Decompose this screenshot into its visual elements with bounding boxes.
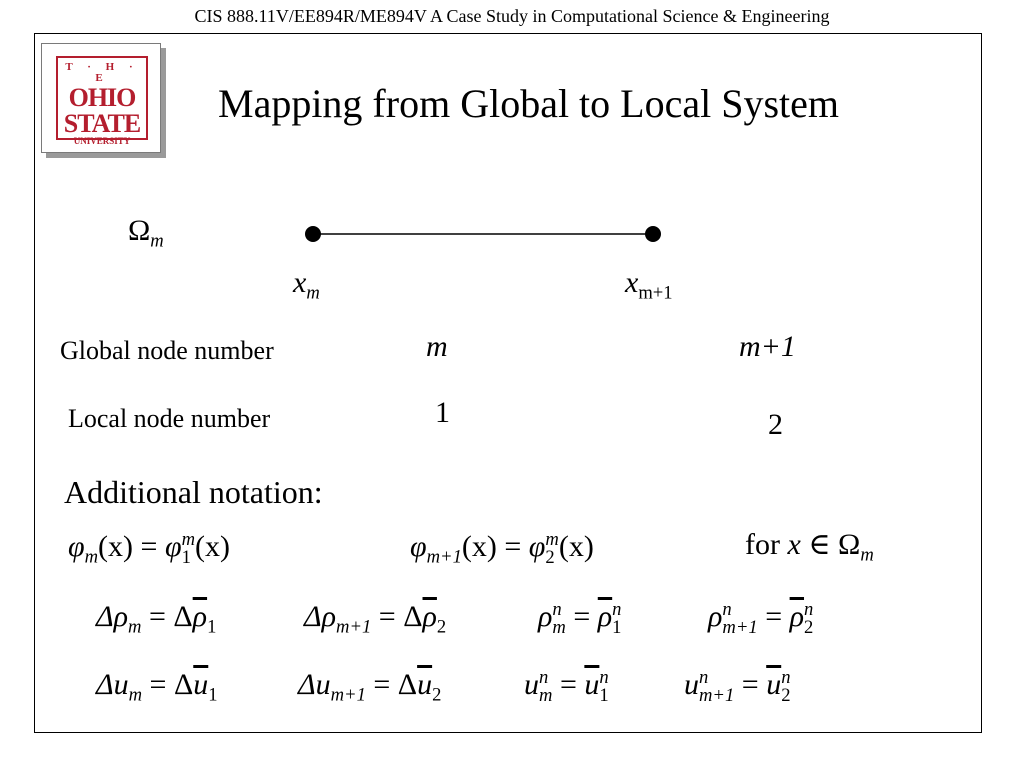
left-node-dot <box>305 226 321 242</box>
omega-subscript: m <box>150 230 164 252</box>
logo-line-ohio: OHIO <box>68 83 136 112</box>
right-node-var: x <box>625 266 639 299</box>
domain-clause: for x ∈ $\Omega_m$ <box>745 528 874 566</box>
right-node-label <box>625 266 673 305</box>
phi-m1-equation: $\varphi_{m+1}(x) = \varphi$ m 2 (x) <box>410 529 594 569</box>
rho-n-m1-equation: ρ n m+1 = $\overline{\rho}$ n 2 <box>708 599 814 639</box>
left-node-sub: m <box>306 282 320 304</box>
left-node-label <box>293 266 320 305</box>
osu-logo-seal <box>56 56 148 146</box>
logo-line-the: T · H · E <box>65 61 139 84</box>
left-node-var: x <box>293 266 307 299</box>
delta-rho-m1-equation: $\Delta\rho_{m+1} = \Delta\overline{\rho}_2$ <box>304 600 447 638</box>
element-symbol <box>128 214 164 253</box>
element-diagram <box>300 220 670 248</box>
delta-u-m-equation: $\Delta u_m = \Delta\overline{u}_1$ <box>96 668 218 706</box>
right-node-sub: m+1 <box>638 282 673 304</box>
local-node-right: 2 <box>768 408 783 441</box>
logo-line-university: UNIVERSITY <box>73 136 131 146</box>
delta-u-m1-equation: $\Delta u_{m+1} = \Delta\overline{u}_2$ <box>298 668 442 706</box>
logo-line-state: STATE <box>63 109 141 138</box>
right-node-dot <box>645 226 661 242</box>
omega-symbol: Ω <box>128 214 151 247</box>
global-node-label: Global node number <box>60 336 274 365</box>
u-n-m1-equation: u n m+1 = $\overline{u}$ n 2 <box>684 667 791 707</box>
local-node-label: Local node number <box>68 404 271 433</box>
u-n-m-equation: u n m = $\overline{u}$ n 1 <box>524 667 609 707</box>
slide-title: Mapping from Global to Local System <box>218 81 840 126</box>
delta-rho-m-equation: $\Delta\rho_m = \Delta\overline{\rho}_1$ <box>96 600 217 638</box>
global-node-left: m <box>426 330 448 363</box>
rho-n-m-equation: ρ n m = $\overline{\rho}$ n 1 <box>538 599 622 639</box>
global-node-right: m+1 <box>739 330 796 363</box>
local-node-left: 1 <box>435 396 450 429</box>
notation-heading: Additional notation: <box>64 474 323 510</box>
osu-logo <box>41 43 161 153</box>
course-header: CIS 888.11V/EE894R/ME894V A Case Study in Computational Science & Engineering <box>194 6 830 26</box>
phi-m-equation: $\varphi_m(x) = \varphi$ m 1 (x) <box>68 529 230 569</box>
